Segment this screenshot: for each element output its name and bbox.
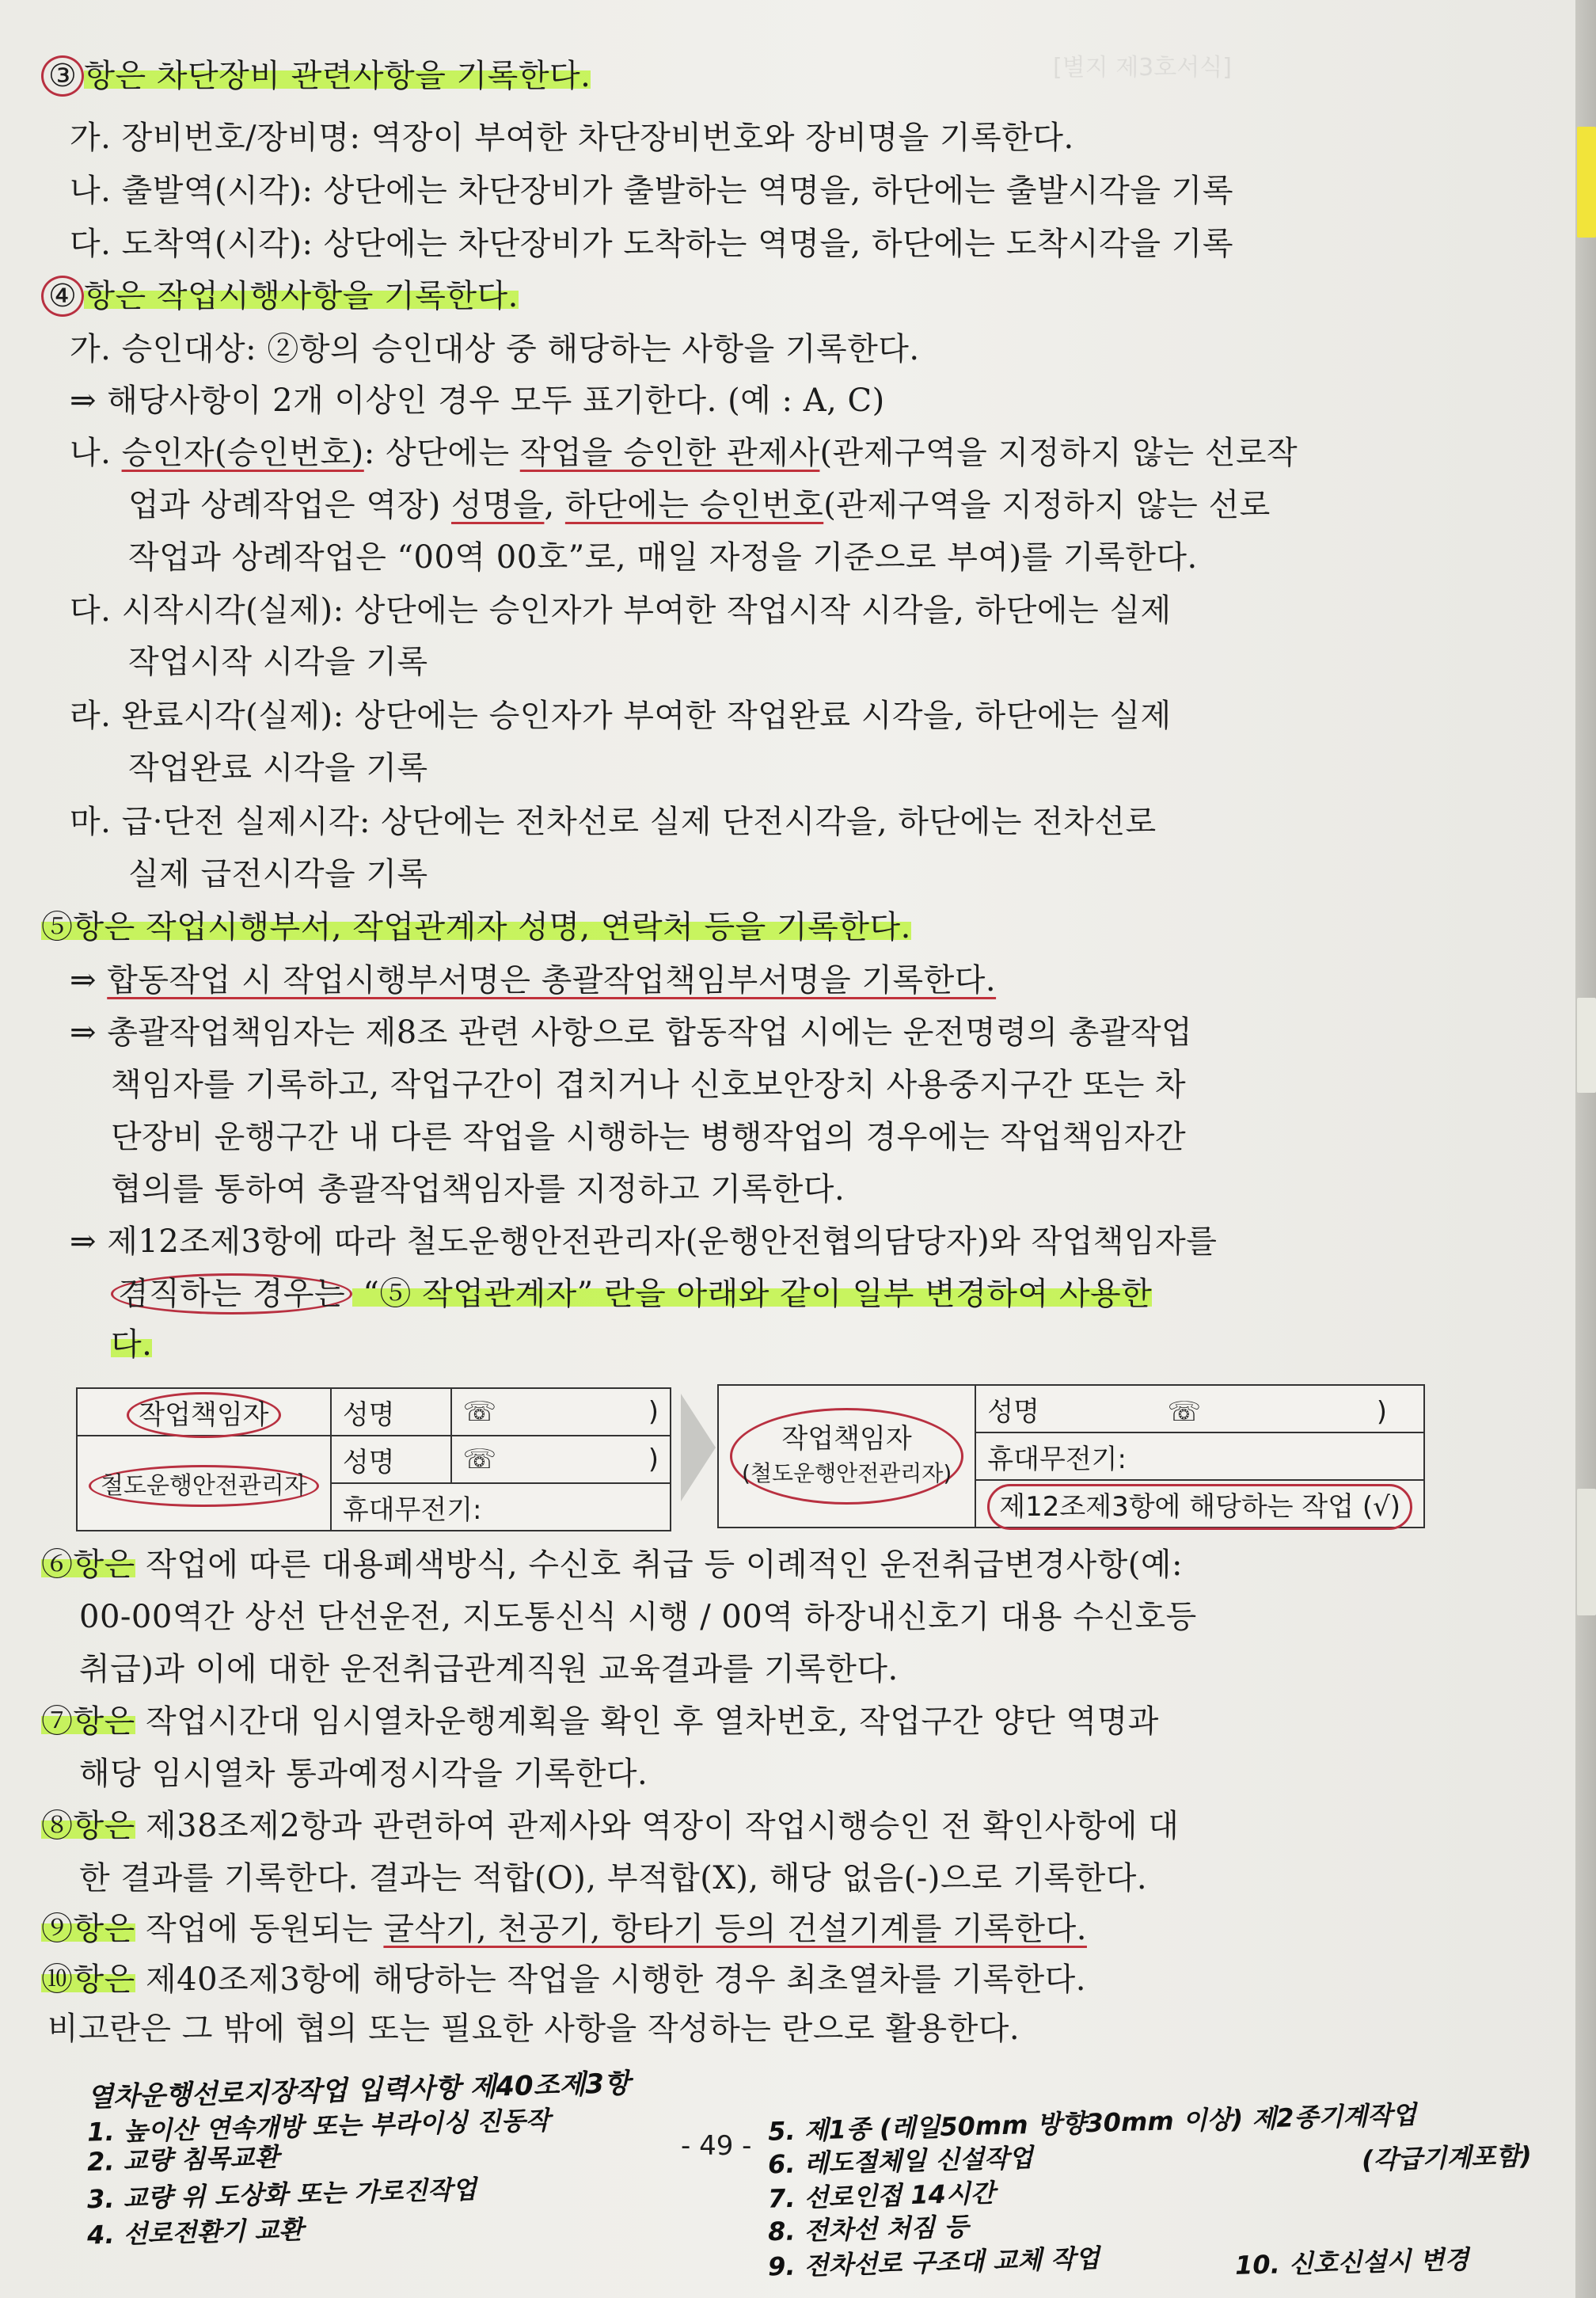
text-line [70,801,1157,843]
text-line [70,117,1074,158]
paren-close: ) [648,1444,659,1475]
text-segment: 업과 상례작업은 역장) [128,487,452,523]
book-edge [1575,0,1596,2298]
role-work-manager: 작업책임자 [127,1392,280,1438]
text-segment: 단장비 운행구간 내 다른 작업을 시행하는 병행작업의 경우에는 작업책임자간 [111,1119,1187,1155]
text-line [128,748,428,789]
text-line [41,1959,1086,2000]
text-line [41,1701,1159,1742]
text-segment: ⇒ 총괄작업책임자는 제8조 관련 사항으로 합동작업 시에는 운전명령의 총괄작업 [70,1014,1193,1051]
handwritten-note: 10. 신호신설시 변경 [1234,2244,1469,2281]
text-segment: (관제구역을 지정하지 않는 선로 [823,487,1271,523]
text-segment: 다. 도착역(시각): 상단에는 차단장비가 도착하는 역명을, 하단에는 도착시각을 기록 [70,226,1233,262]
text-line [41,1908,1087,1950]
text-segment: 가. 장비번호/장비명: 역장이 부여한 차단장비번호와 장비명을 기록한다. [70,120,1074,156]
text-segment: 책임자를 기록하고, 작업구간이 겹치거나 신호보안장치 사용중지구간 또는 차 [111,1067,1187,1103]
text-segment: 가. 승인대상: ②항의 승인대상 중 해당하는 사항을 기록한다. [70,331,920,367]
text-segment: 마. 급·단전 실제시각: 상단에는 전차선로 실제 단전시각을, 하단에는 전차선로 [70,804,1157,840]
text-line [128,641,428,683]
paren-close: ) [1376,1395,1388,1428]
check-row [975,1480,1424,1528]
phone-cell [451,1388,671,1436]
text-line [79,1753,648,1794]
text-line [79,1858,1147,1899]
field-label: 성명 [331,1436,451,1483]
text-line [70,590,1172,631]
role-cell [718,1385,975,1528]
text-line [70,329,920,370]
text-segment: 제38조제2항과 관련하여 관제사와 역장이 작업시행승인 전 확인사항에 대 [135,1808,1180,1844]
text-line [41,1544,1183,1585]
text-segment: 승인자(승인번호) [121,435,364,471]
role-line1: 작업책임자 [781,1423,912,1455]
text-segment: 취급)과 이에 대한 운전취급관계직원 교육결과를 기록한다. [79,1651,899,1687]
text-line [70,170,1233,211]
role-cell [77,1436,331,1531]
text-segment: 작업시간대 임시열차운행계획을 확인 후 열차번호, 작업구간 양단 역명과 [135,1703,1159,1740]
handwritten-note: 4. 선로전환기 교환 [86,2214,304,2250]
text-segment: ⑩항은 [41,1961,135,1998]
text-segment: 성명을 [451,487,545,523]
text-segment: 하단에는 승인번호 [564,487,824,523]
field-label: 성명 [987,1395,1039,1428]
role-safety-manager: 철도운행안전관리자 [89,1465,319,1507]
text-segment: 다. [111,1326,153,1363]
text-segment: 작업을 승인한 관제사 [519,435,820,471]
text-segment: 작업과 상례작업은 “00역 00호”로, 매일 자정을 기준으로 부여)를 기록한다. [128,539,1198,576]
text-segment: 실제 급전시각을 기록 [128,856,428,892]
text-line [111,1273,1152,1315]
text-segment: 라. 완료시각(실제): 상단에는 승인자가 부여한 작업완료 시각을, 하단에는 실제 [70,698,1172,734]
handwritten-note: 6. 레도절체일 신설작업 [767,2142,1034,2180]
text-segment: (관제구역을 지정하지 않는 선로작 [819,435,1298,471]
text-segment: 제40조제3항에 해당하는 작업을 시행한 경우 최초열차를 기록한다. [135,1961,1086,1998]
text-line [70,960,996,1001]
role-cell [77,1388,331,1436]
role-line2: (철도운행안전관리자) [742,1460,952,1486]
text-line [48,2008,1020,2049]
text-segment: “⑤ 작업관계자” 란을 아래와 같이 일부 변경하여 사용한 [352,1276,1153,1312]
index-tab[interactable] [1577,1489,1596,1615]
text-segment: 00-00역간 상선 단선운전, 지도통신식 시행 / 00역 하장내신호기 대용 수신호등 [79,1599,1197,1635]
phone-icon: ☏ [462,1396,497,1428]
text-segment: 작업에 따른 대용폐색방식, 수신호 취급 등 이례적인 운전취급변경사항(예: [135,1547,1183,1583]
text-segment: 항은 차단장비 관련사항을 기록한다. [84,58,591,94]
text-line [111,1064,1186,1105]
text-line [128,854,428,895]
phone-icon: ☏ [462,1444,497,1475]
page-number: - 49 - [681,2130,752,2162]
handwritten-note: 5. 제1종 (레일50mm 방향30mm 이상) 제2종기계작업 [767,2099,1417,2147]
text-segment: 다. 시작시각(실제): 상단에는 승인자가 부여한 작업시작 시각을, 하단에는 실제 [70,592,1172,629]
text-segment: ⑨항은 [41,1911,135,1947]
text-segment: : 상단에는 [363,435,520,471]
text-segment: 겸직하는 경우는 [111,1273,352,1315]
text-segment: 나. 출발역(시각): 상단에는 차단장비가 출발하는 역명을, 하단에는 출발시각을 기록 [70,173,1233,209]
text-segment: ⑤항은 [41,909,135,945]
text-segment: 작업완료 시각을 기록 [128,750,428,786]
text-segment: 협의를 통하여 총괄작업책임자를 지정하고 기록한다. [111,1171,846,1208]
phone-icon: ☏ [1167,1395,1202,1428]
text-line [79,1649,899,1690]
text-line [128,485,1271,526]
text-line [41,907,911,948]
text-line [70,432,1298,474]
text-line [70,380,885,421]
text-segment: 나. [70,435,122,471]
text-line [111,1324,152,1365]
table-after [717,1384,1425,1528]
text-segment: ⇒ 해당사항이 2개 이상인 경우 모두 표기한다. (예 : A, C) [70,382,885,419]
text-segment: 작업에 동원되는 [135,1911,384,1947]
field-label: 성명 [331,1388,451,1436]
text-segment: ⑧항은 [41,1808,135,1844]
text-line [128,537,1198,578]
handwritten-note: 7. 선로인접 14시간 [767,2178,996,2214]
text-line [41,55,591,97]
text-line [70,223,1233,264]
text-line [70,695,1172,736]
text-line [70,1221,1217,1262]
text-segment: ⇒ 제12조제3항에 따라 철도운행안전관리자(운행안전협의담당자)와 작업책임자를 [70,1223,1218,1260]
text-segment: ⇒ [70,962,108,999]
text-line [111,1117,1186,1158]
text-line [41,276,519,317]
text-line [70,1012,1192,1053]
table-before [76,1387,671,1531]
name-row [975,1385,1424,1432]
text-segment: , [544,487,565,523]
field-label: 제12조제3항에 해당하는 작업 (√) [987,1484,1412,1530]
text-line [111,1169,845,1210]
index-tab[interactable] [1577,998,1596,1093]
handwritten-note: 3. 교량 위 도상화 또는 가로진작업 [86,2174,477,2215]
text-line [79,1596,1197,1638]
text-segment: 항은 작업시행사항을 기록한다. [84,278,519,314]
text-segment: ⑥항은 [41,1547,135,1583]
text-line [41,1805,1179,1847]
text-segment: 비고란은 그 밖에 협의 또는 필요한 사항을 작성하는 란으로 활용한다. [48,2011,1020,2047]
text-segment: 작업시행부서, 작업관계자 성명, 연락처 등을 기록한다. [135,909,911,945]
paren-close: ) [648,1396,659,1428]
handwritten-note: 8. 전차선 처짐 등 [767,2211,969,2247]
bleed-through-text: [별지 제3호서식] [1053,54,1232,82]
index-tab-yellow[interactable] [1577,127,1596,238]
arrow-right-icon [681,1394,716,1501]
handwritten-note: 9. 전차선로 구조대 교체 작업 [767,2243,1100,2282]
text-segment: 작업시작 시각을 기록 [128,644,428,680]
text-segment: 굴삭기, 천공기, 항타기 등의 건설기계를 기록한다. [383,1911,1087,1947]
text-segment: 한 결과를 기록한다. 결과는 적합(O), 부적합(X), 해당 없음(-)으로 기록한다. [79,1860,1148,1897]
text-segment: ⑦항은 [41,1703,135,1740]
handwritten-note: 1. 높이산 연속개방 또는 부라이싱 진동작 [86,2105,551,2148]
text-segment: ④ [41,276,84,317]
handwritten-note: 2. 교량 침목교환 [86,2141,279,2178]
text-segment: 합동작업 시 작업시행부서명은 총괄작업책임부서명을 기록한다. [107,962,997,999]
phone-cell [451,1436,671,1483]
text-segment: 해당 임시열차 통과예정시각을 기록한다. [79,1756,648,1792]
text-segment: ③ [41,55,84,97]
radio-row: 휴대무전기: [975,1432,1424,1480]
field-label: 휴대무전기: [331,1483,671,1531]
handwritten-note: (각급기계포함) [1361,2140,1533,2175]
handwritten-title: 열차운행선로지장작업 입력사항 제40조제3항 [86,2068,631,2113]
